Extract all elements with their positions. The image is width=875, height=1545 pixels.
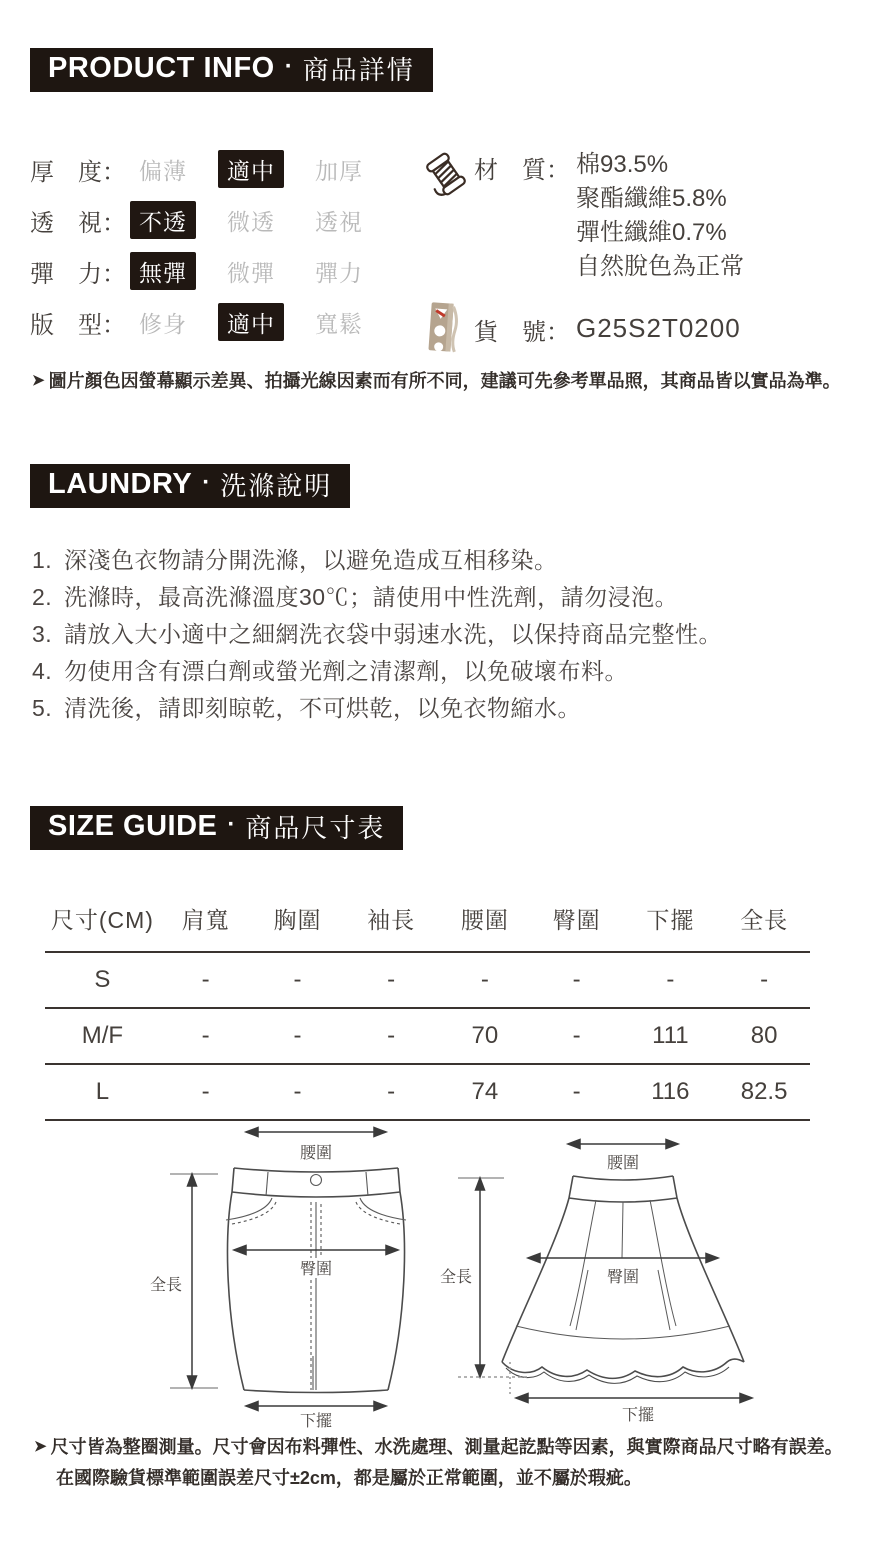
size-table	[45, 888, 810, 1121]
size-table-row-l	[45, 1064, 810, 1120]
size-guide-header-zh: 商品尺寸表	[245, 813, 386, 843]
header-separator-dot: ·	[202, 468, 211, 496]
laundry-instruction	[32, 616, 852, 653]
value-cell: -	[293, 1078, 302, 1105]
product-info-header-zh: 商品詳情	[302, 55, 415, 85]
size-table-header-cell: 下擺	[646, 907, 695, 933]
laundry-item-number: 1.	[32, 547, 53, 573]
material-value	[576, 148, 744, 284]
value-cell: -	[201, 966, 210, 993]
size-cell: M/F	[81, 1022, 124, 1049]
laundry-instruction	[32, 690, 852, 727]
color-disclaimer-text: 圖片顏色因螢幕顯示差異、拍攝光線因素而有所不同，建議可先參考單品照，其商品皆以實品為準。	[48, 371, 841, 391]
size-table-row-mf	[45, 1008, 810, 1064]
measurement-note-text-2: 在國際驗貨標準範圍誤差尺寸±2cm，都是屬於正常範圍，並不屬於瑕疵。	[56, 1468, 642, 1488]
hip-label: 臀圍	[299, 1261, 333, 1278]
skirt-details	[226, 1172, 406, 1390]
laundry-instruction	[32, 653, 852, 690]
value-cell: 80	[750, 1022, 778, 1049]
measurement-notes	[34, 1432, 849, 1494]
measurement-note-text-1: 尺寸皆為整圈測量。尺寸會因布料彈性、水洗處理、測量起訖點等因素，與實際商品尺寸略有誤差。	[50, 1437, 843, 1457]
size-table-row-s	[45, 952, 810, 1008]
size-guide-header-en: SIZE GUIDE	[48, 810, 218, 842]
material-row	[422, 148, 852, 284]
waist-dimension-arrow	[568, 1140, 678, 1149]
value-cell: -	[387, 1078, 396, 1105]
laundry-item-text: 洗滌時，最高洗滌溫度30℃；請使用中性洗劑，請勿浸泡。	[64, 584, 679, 610]
waist-label: 腰圍	[606, 1155, 640, 1172]
material-line: 自然脫色為正常	[576, 253, 744, 280]
attribute-option: 修身	[139, 310, 187, 337]
laundry-item-number: 2.	[32, 584, 53, 610]
attribute-option-selected: 無彈	[130, 252, 196, 290]
header-separator-dot: ·	[284, 52, 293, 80]
attribute-label: 版 型：	[30, 311, 126, 339]
attribute-label: 彈 力：	[30, 260, 126, 288]
value-cell: -	[293, 966, 302, 993]
attribute-option: 偏薄	[139, 157, 187, 184]
value-cell: 111	[652, 1022, 689, 1049]
size-table-header-cell: 肩寬	[181, 907, 230, 933]
header-separator-dot: ·	[227, 810, 236, 838]
laundry-item-text: 勿使用含有漂白劑或螢光劑之清潔劑，以免破壞布料。	[64, 658, 628, 684]
attribute-option: 透視	[315, 208, 363, 235]
attribute-option-selected: 適中	[218, 150, 284, 188]
value-cell: 82.5	[740, 1078, 788, 1105]
size-table-header-cell: 尺寸(CM)	[50, 907, 154, 933]
hem-label: 下擺	[299, 1413, 333, 1428]
attribute-option: 微透	[227, 208, 275, 235]
value-cell: -	[572, 966, 581, 993]
value-cell: -	[201, 1022, 210, 1049]
laundry-item-number: 4.	[32, 658, 53, 684]
value-cell: 116	[651, 1078, 690, 1105]
attribute-row-fit	[30, 303, 425, 341]
laundry-header	[30, 464, 350, 508]
laundry-item-text: 清洗後，請即刻晾乾，不可烘乾，以免衣物縮水。	[64, 695, 581, 721]
attribute-list	[30, 150, 425, 354]
value-cell: -	[760, 966, 769, 993]
thread-spool-icon	[422, 148, 474, 200]
value-cell: -	[480, 966, 489, 993]
arrowhead-right-icon: ➤	[32, 372, 45, 389]
length-label: 全長	[440, 1269, 473, 1286]
value-cell: -	[572, 1022, 581, 1049]
value-cell: -	[293, 1022, 302, 1049]
material-label: 材 質：	[474, 157, 570, 184]
length-guides	[458, 1178, 528, 1394]
size-guide-header	[30, 806, 403, 850]
laundry-item-text: 深淺色衣物請分開洗滌，以避免造成互相移染。	[64, 547, 558, 573]
hem-label: 下擺	[621, 1407, 655, 1424]
value-cell: 74	[471, 1078, 499, 1105]
size-table-header-cell: 腰圍	[460, 907, 509, 933]
value-cell: -	[572, 1078, 581, 1105]
size-table-header-cell: 全長	[740, 907, 789, 933]
size-cell: L	[95, 1078, 110, 1105]
measurement-note-line-1	[34, 1432, 849, 1462]
attribute-option: 彈力	[315, 259, 363, 286]
size-cell: S	[94, 966, 111, 993]
material-line: 彈性纖維0.7%	[576, 219, 727, 246]
length-label: 全長	[150, 1277, 183, 1294]
pencil-skirt-measurement-diagram	[148, 1118, 428, 1433]
arrowhead-right-icon: ➤	[34, 1438, 47, 1455]
size-table-header-cell: 胸圍	[273, 907, 322, 933]
flared-skirt-measurement-diagram	[438, 1130, 768, 1430]
waist-label: 腰圍	[299, 1145, 333, 1162]
attribute-row-elasticity	[30, 252, 425, 290]
attribute-option: 加厚	[315, 157, 363, 184]
laundry-header-zh: 洗滌說明	[220, 471, 333, 501]
size-table-header-cell: 袖長	[367, 907, 416, 933]
item-number-label: 貨 號：	[474, 318, 570, 346]
material-line: 棉93.5%	[576, 151, 669, 178]
color-disclaimer	[32, 366, 847, 396]
value-cell: 70	[471, 1022, 499, 1049]
laundry-instruction-list	[32, 542, 852, 727]
laundry-item-number: 3.	[32, 621, 53, 647]
hem-dimension-arrow	[246, 1402, 386, 1411]
laundry-header-en: LAUNDRY	[48, 468, 193, 500]
attribute-option-selected: 適中	[218, 303, 284, 341]
clothing-tag-icon	[422, 300, 474, 356]
attribute-row-thickness	[30, 150, 425, 188]
product-info-header	[30, 48, 433, 92]
waist-dimension-arrow	[246, 1128, 386, 1137]
item-number-value: G25S2T0200	[576, 312, 741, 343]
size-table-header-cell: 臀圍	[552, 907, 601, 933]
size-table-header-row	[45, 888, 810, 952]
laundry-item-text: 請放入大小適中之細網洗衣袋中弱速水洗，以保持商品完整性。	[64, 621, 722, 647]
material-line: 聚酯纖維5.8%	[576, 185, 727, 212]
product-info-header-en: PRODUCT INFO	[48, 52, 275, 84]
hip-dimension-arrow	[528, 1254, 718, 1263]
attribute-row-transparency	[30, 201, 425, 239]
attribute-option-selected: 不透	[130, 201, 196, 239]
attribute-label: 厚 度：	[30, 158, 126, 186]
attribute-option: 寬鬆	[315, 310, 363, 337]
value-cell: -	[387, 966, 396, 993]
attribute-option: 微彈	[227, 259, 275, 286]
length-dimension-arrow	[188, 1174, 197, 1388]
laundry-item-number: 5.	[32, 695, 53, 721]
length-dimension-arrow	[476, 1178, 485, 1377]
laundry-instruction	[32, 579, 852, 616]
laundry-instruction	[32, 542, 852, 579]
value-cell: -	[387, 1022, 396, 1049]
material-and-itemno	[422, 148, 852, 356]
hip-label: 臀圍	[606, 1269, 640, 1286]
value-cell: -	[201, 1078, 210, 1105]
hem-dimension-arrow	[516, 1394, 752, 1403]
value-cell: -	[666, 966, 675, 993]
attribute-label: 透 視：	[30, 209, 126, 237]
item-number-row	[422, 300, 852, 356]
